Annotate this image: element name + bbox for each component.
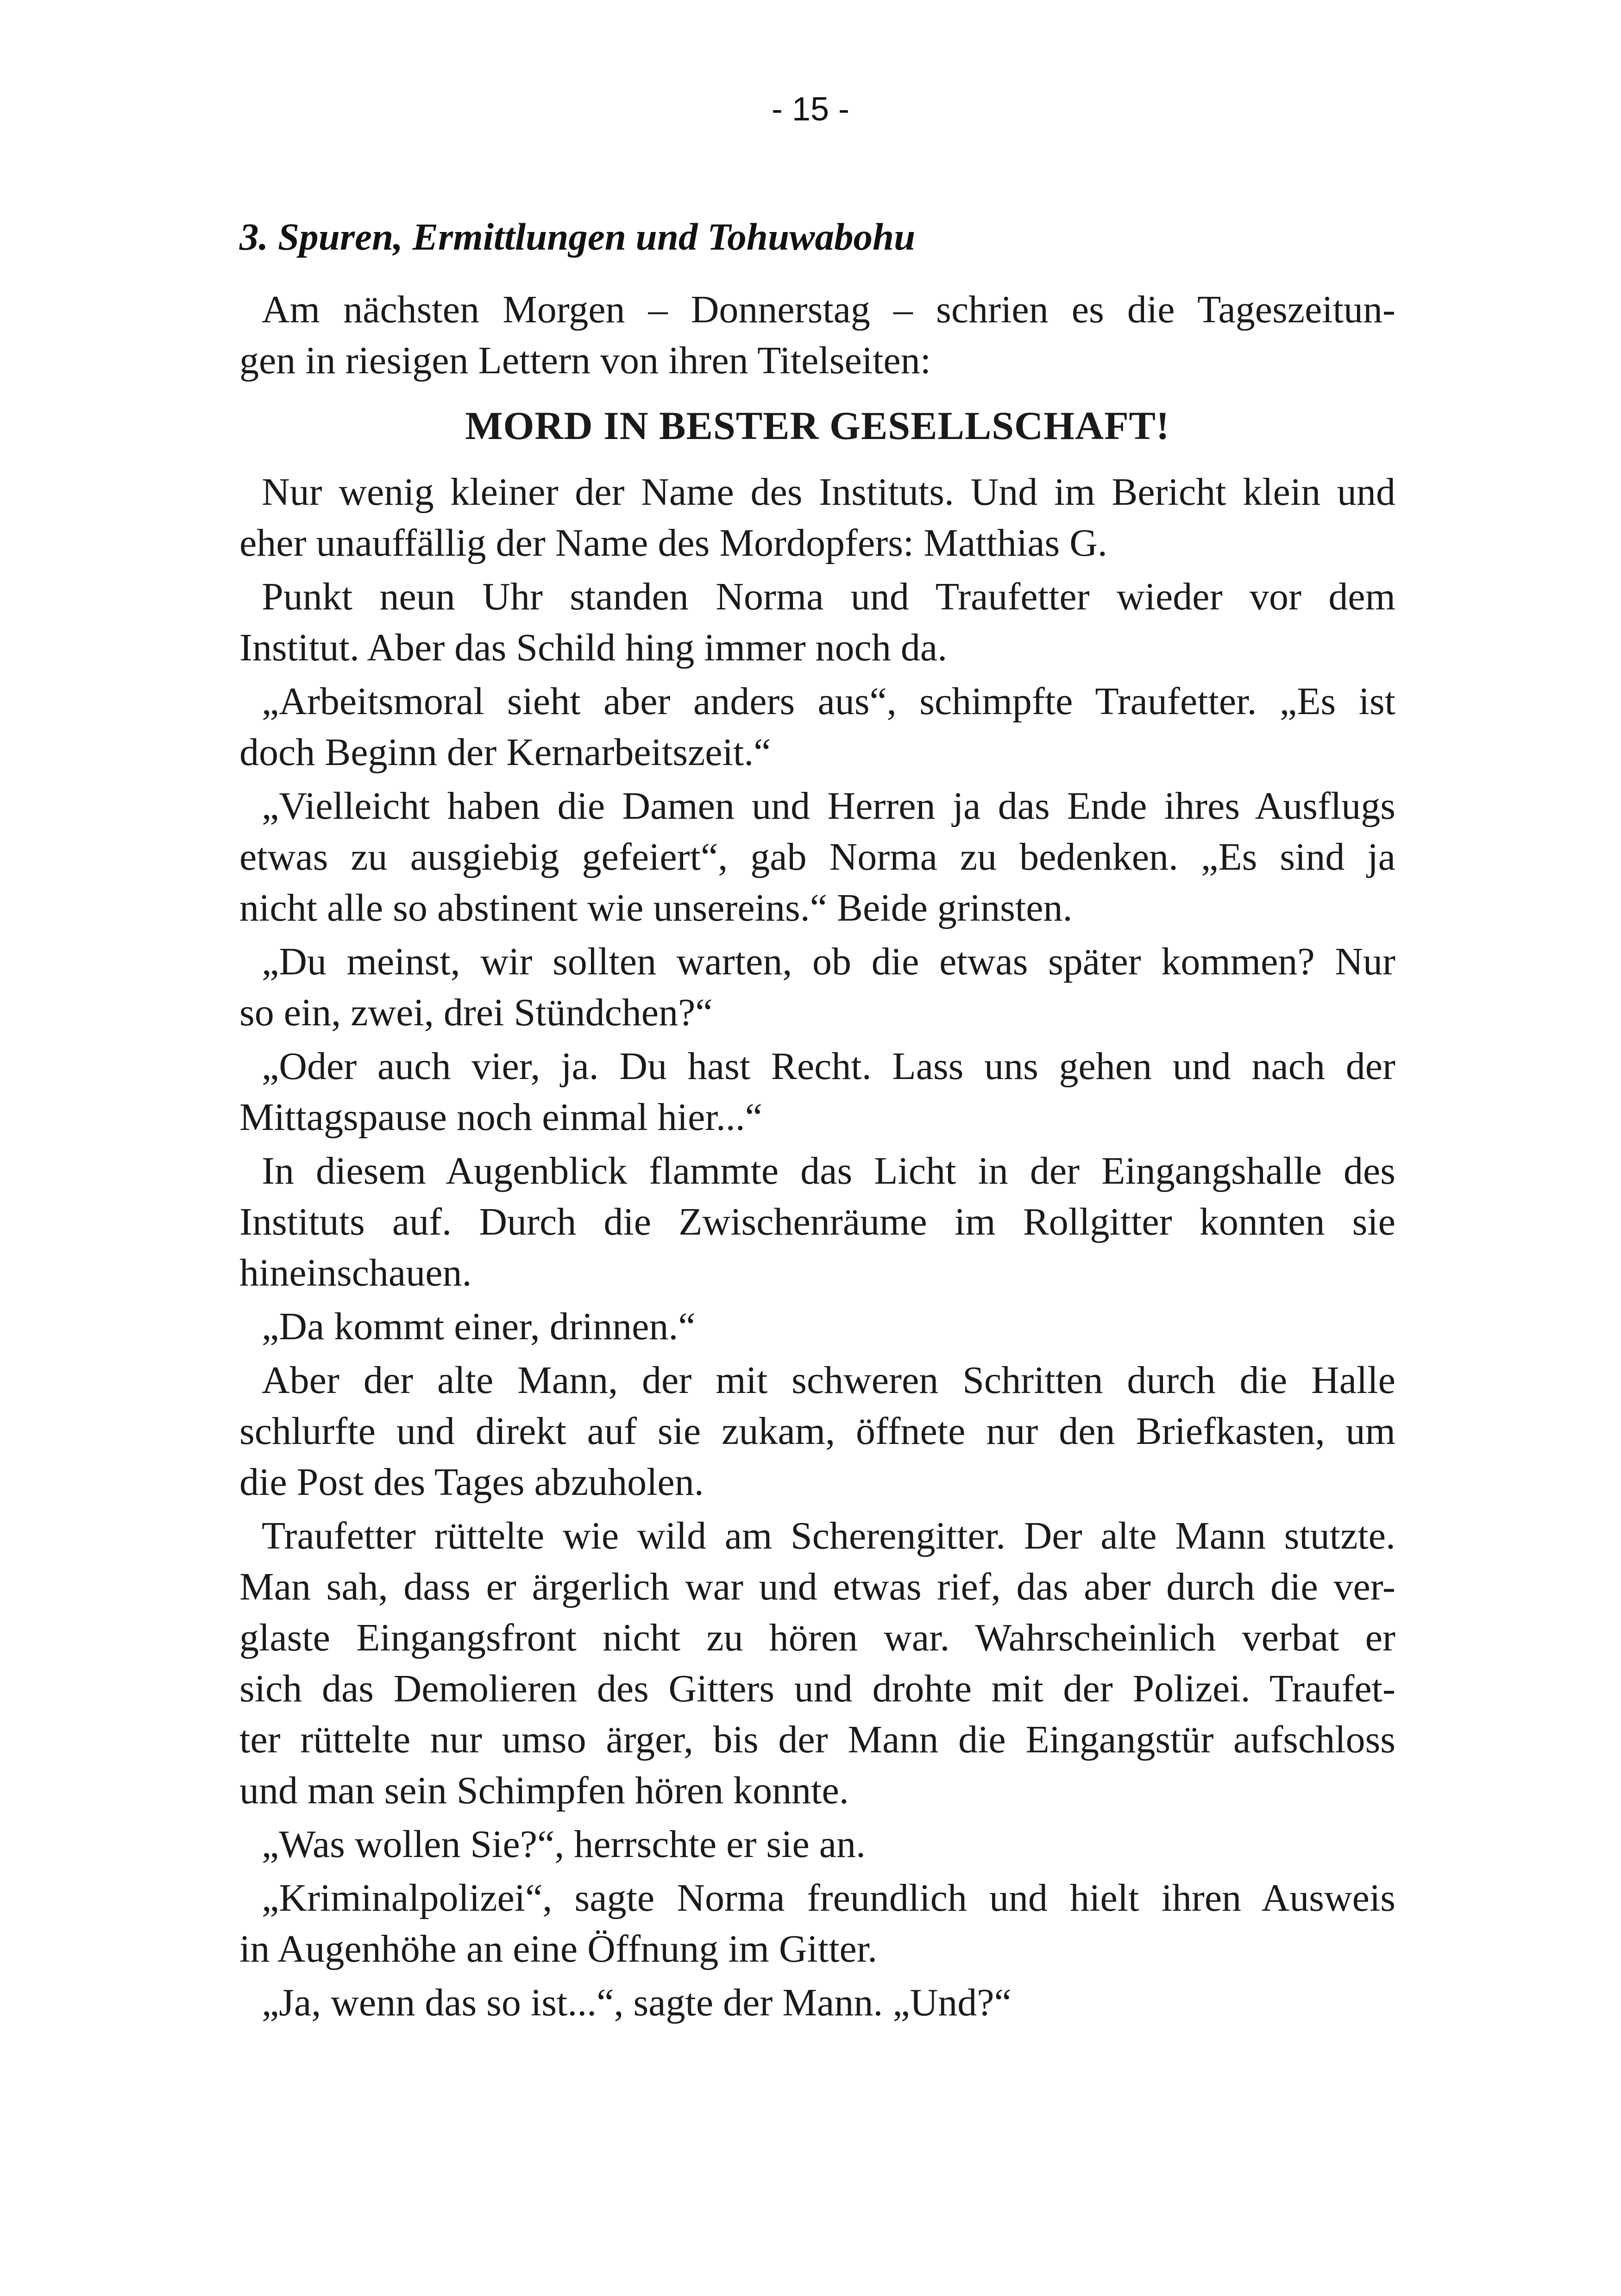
paragraph <box>239 781 1395 934</box>
page-body <box>239 214 1395 2031</box>
body-paragraphs <box>239 467 1395 2028</box>
text-line: hineinschauen. <box>239 1251 472 1294</box>
paragraph <box>239 1301 1395 1352</box>
text-line: Mittagspause noch einmal hier...“ <box>239 1095 763 1139</box>
text-line: „Kriminalpolizei“, sagte Norma freundlich und hielt ihren Ausweis <box>262 1876 1395 1920</box>
paragraph <box>239 1146 1395 1299</box>
text-line: sich das Demolieren des Gitters und drohte mit der Polizei. Traufet- <box>239 1667 1395 1710</box>
paragraph <box>239 1511 1395 1816</box>
text-line: die Post des Tages abzuholen. <box>239 1460 704 1504</box>
text-line: glaste Eingangsfront nicht zu hören war. Wahrscheinlich verbat er <box>239 1616 1395 1659</box>
text-line: Nur wenig kleiner der Name des Instituts. Und im Bericht klein und <box>262 470 1395 514</box>
text-line: Punkt neun Uhr standen Norma und Traufetter wieder vor dem <box>262 575 1395 618</box>
text-line: „Was wollen Sie?“, herrschte er sie an. <box>262 1822 866 1866</box>
text-line: Traufetter rüttelte wie wild am Scherengitter. Der alte Mann stutzte. <box>262 1514 1395 1557</box>
paragraph <box>239 936 1395 1038</box>
text-line: „Oder auch vier, ja. Du hast Recht. Lass uns gehen und nach der <box>262 1044 1395 1088</box>
text-line: Instituts auf. Durch die Zwischenräume im Rollgitter konnten sie <box>239 1200 1395 1243</box>
paragraph <box>239 1873 1395 1975</box>
text-line: „Arbeitsmoral sieht aber anders aus“, schimpfte Traufetter. „Es ist <box>262 679 1395 723</box>
paragraph <box>239 467 1395 569</box>
paragraph <box>239 1355 1395 1508</box>
text-line: so ein, zwei, drei Stündchen?“ <box>239 991 713 1034</box>
text-line: Am nächsten Morgen – Donnerstag – schrien es die Tageszeitun- <box>262 288 1395 331</box>
text-line: gen in riesigen Lettern von ihren Titelseiten: <box>239 339 931 382</box>
text-line: Institut. Aber das Schild hing immer noch da. <box>239 626 948 669</box>
paragraph <box>239 1041 1395 1143</box>
paragraph <box>239 571 1395 673</box>
newspaper-headline: MORD IN BESTER GESELLSCHAFT! <box>465 403 1170 448</box>
text-line: und man sein Schimpfen hören konnte. <box>239 1769 849 1812</box>
chapter-title: 3. Spuren, Ermittlungen und Tohuwabohu <box>239 215 916 258</box>
text-line: „Du meinst, wir sollten warten, ob die etwas später kommen? Nur <box>262 940 1395 983</box>
text-line: doch Beginn der Kernarbeitszeit.“ <box>239 730 771 774</box>
text-line: In diesem Augenblick flammte das Licht in der Eingangshalle des <box>262 1149 1395 1192</box>
page-number: - 15 - <box>771 91 850 128</box>
text-line: „Da kommt einer, drinnen.“ <box>262 1305 696 1348</box>
text-line: in Augenhöhe an eine Öffnung im Gitter. <box>239 1927 878 1970</box>
text-line: etwas zu ausgiebig gefeiert“, gab Norma zu bedenken. „Es sind ja <box>239 835 1395 878</box>
text-line: eher unauffällig der Name des Mordopfers: Matthias G. <box>239 521 1107 565</box>
paragraph <box>239 284 1395 386</box>
intro-paragraphs <box>239 284 1395 386</box>
paragraph <box>239 1819 1395 1870</box>
text-line: schlurfte und direkt auf sie zukam, öffnete nur den Briefkasten, um <box>239 1409 1395 1453</box>
text-line: „Vielleicht haben die Damen und Herren ja das Ende ihres Ausflugs <box>262 784 1395 828</box>
text-line: nicht alle so abstinent wie unsereins.“ Beide grinsten. <box>239 886 1073 929</box>
paragraph <box>239 676 1395 778</box>
text-line: Aber der alte Mann, der mit schweren Schritten durch die Halle <box>262 1358 1395 1402</box>
paragraph <box>239 1977 1395 2028</box>
text-line: Man sah, dass er ärgerlich war und etwas rief, das aber durch die ver- <box>239 1565 1395 1608</box>
text-line: ter rüttelte nur umso ärger, bis der Mann die Eingangstür aufschloss <box>239 1718 1395 1761</box>
text-line: „Ja, wenn das so ist...“, sagte der Mann. „Und?“ <box>262 1981 1012 2024</box>
